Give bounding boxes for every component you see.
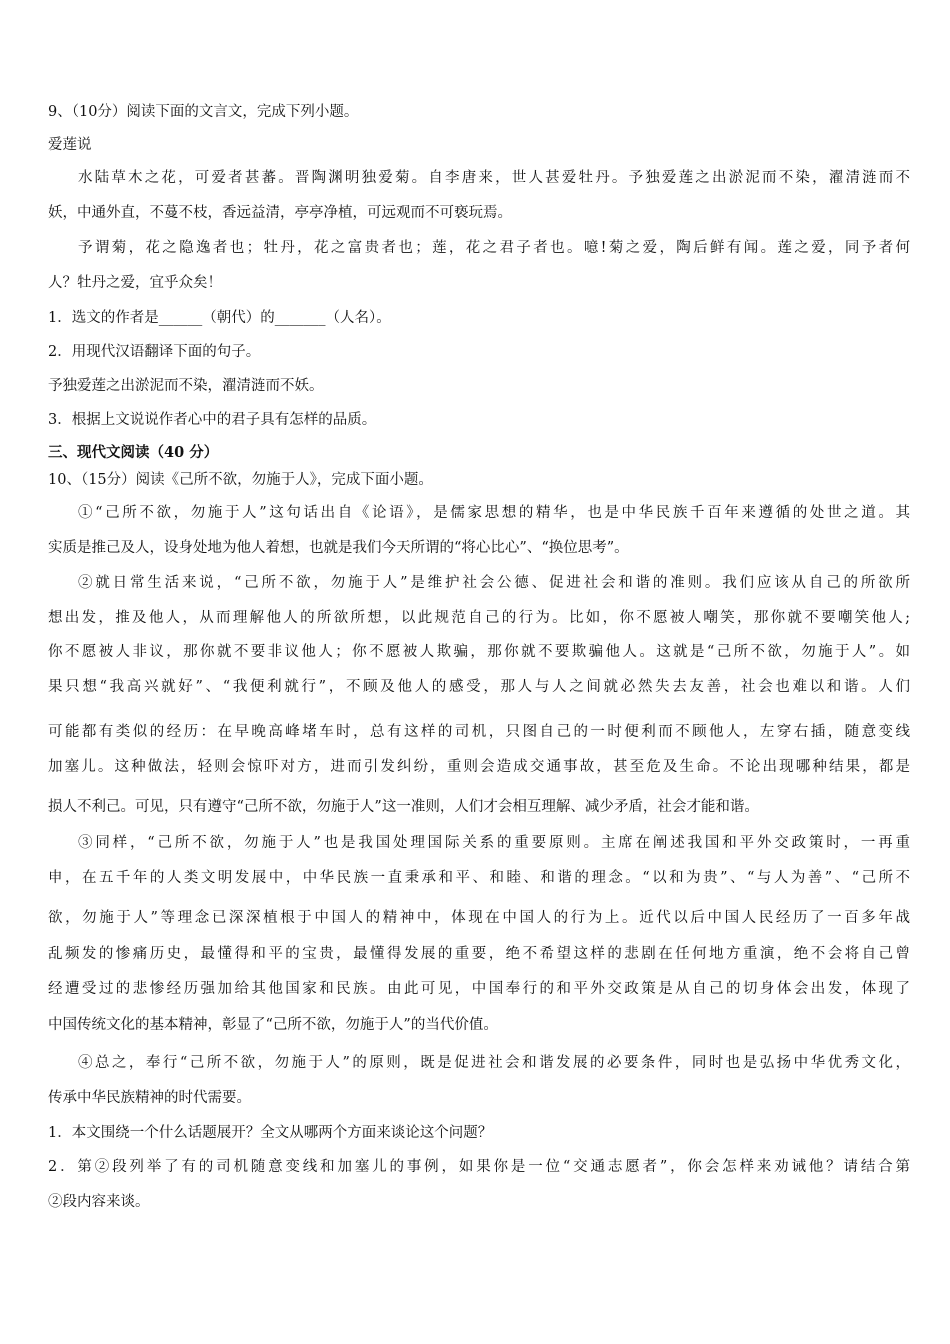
article-paragraph-line: 中国传统文化的基本精神，彰显了“己所不欲，勿施于人”的当代价值。 — [48, 1017, 498, 1033]
article-paragraph-line: ②就日常生活来说，“己所不欲，勿施于人”是维护社会公德、促进社会和谐的准则。我们应该从自己的所欲所 — [78, 575, 910, 591]
question-10-sub-2-continued: ②段内容来谈。 — [48, 1194, 150, 1210]
question-10-sub-2: 2．第②段列举了有的司机随意变线和加塞儿的事例，如果你是一位“交通志愿者”，你会怎样来劝诫他？请结合第 — [48, 1159, 910, 1175]
question-10-header: 10、（15分）阅读《己所不欲，勿施于人》，完成下面小题。 — [48, 472, 433, 488]
section-heading: 三、现代文阅读（40 分） — [48, 444, 219, 461]
passage-paragraph-line: 人？牡丹之爱，宜乎众矣！ — [48, 275, 222, 291]
question-9-sub-2-sentence: 予独爱莲之出淤泥而不染，濯清涟而不妖。 — [48, 378, 324, 394]
article-paragraph-line: 欲，勿施于人”等理念已深深植根于中国人的精神中，体现在中国人的行为上。近代以后中国人民经历了一百多年战 — [48, 910, 910, 926]
article-paragraph-line: 你不愿被人非议，那你就不要非议他人；你不愿被人欺骗，那你就不要欺骗他人。这就是“己所不欲，勿施于人”。如 — [48, 644, 910, 660]
passage-paragraph-line: 妖，中通外直，不蔓不枝，香远益清，亭亭净植，可远观而不可亵玩焉。 — [48, 205, 512, 221]
question-10-sub-1: 1．本文围绕一个什么话题展开？全文从哪两个方面来谈论这个问题？ — [48, 1125, 493, 1141]
article-paragraph-line: ①“己所不欲，勿施于人”这句话出自《论语》，是儒家思想的精华，也是中华民族千百年来遵循的处世之道。其 — [78, 505, 910, 521]
passage-paragraph-line: 予谓菊，花之隐逸者也；牡丹，花之富贵者也；莲，花之君子者也。噫!菊之爱，陶后鲜有闻。莲之爱，同予者何 — [78, 240, 910, 256]
question-9-sub-1: 1．选文的作者是______（朝代）的_______（人名）。 — [48, 310, 391, 326]
article-paragraph-line: 乱频发的惨痛历史，最懂得和平的宝贵，最懂得发展的重要，绝不希望这样的悲剧在任何地方重演，绝不会将自己曾 — [48, 946, 910, 962]
article-paragraph-line: 加塞儿。这种做法，轻则会惊吓对方，进而引发纠纷，重则会造成交通事故，甚至危及生命。不论出现哪种结果，都是 — [48, 759, 910, 775]
article-paragraph-line: 申，在五千年的人类文明发展中，中华民族一直秉承和平、和睦、和谐的理念。“以和为贵”、“与人为善”、“己所不 — [48, 870, 910, 886]
article-paragraph-line: 果只想“我高兴就好”、“我便利就行”，不顾及他人的感受，那人与人之间就必然失去友善，社会也难以和谐。人们 — [48, 679, 910, 695]
article-paragraph-line: 想出发，推及他人，从而理解他人的所欲所想，以此规范自己的行为。比如，你不愿被人嘲笑，那你就不要嘲笑他人; — [48, 610, 910, 626]
article-paragraph-line: 损人不利己。可见，只有遵守“己所不欲，勿施于人”这一准则，人们才会相互理解、减少矛盾，社会才能和谐。 — [48, 799, 759, 815]
article-paragraph-line: ③同样，“己所不欲，勿施于人”也是我国处理国际关系的重要原则。主席在阐述我国和平外交政策时，一再重 — [78, 835, 910, 851]
question-9-header: 9、（10分）阅读下面的文言文，完成下列小题。 — [48, 104, 359, 120]
article-paragraph-line: 可能都有类似的经历：在早晚高峰堵车时，总有这样的司机，只图自己的一时便利而不顾他人，左穿右插，随意变线 — [48, 724, 910, 740]
article-paragraph-line: 经遭受过的悲惨经历强加给其他国家和民族。由此可见，中国奉行的和平外交政策是从自己的切身体会出发，体现了 — [48, 981, 910, 997]
article-paragraph-line: 传承中华民族精神的时代需要。 — [48, 1090, 251, 1106]
passage-title: 爱莲说 — [48, 137, 92, 153]
question-9-sub-3: 3．根据上文说说作者心中的君子具有怎样的品质。 — [48, 412, 377, 428]
passage-paragraph-line: 水陆草木之花，可爱者甚蕃。晋陶渊明独爱菊。自李唐来，世人甚爱牡丹。予独爱莲之出淤泥而不染，濯清涟而不 — [78, 170, 910, 186]
article-paragraph-line: 实质是推己及人，设身处地为他人着想，也就是我们今天所谓的“将心比心”、“换位思考”。 — [48, 540, 629, 556]
article-paragraph-line: ④总之，奉行“己所不欲，勿施于人”的原则，既是促进社会和谐发展的必要条件，同时也是弘扬中华优秀文化， — [78, 1055, 910, 1071]
question-9-sub-2: 2．用现代汉语翻译下面的句子。 — [48, 344, 261, 360]
